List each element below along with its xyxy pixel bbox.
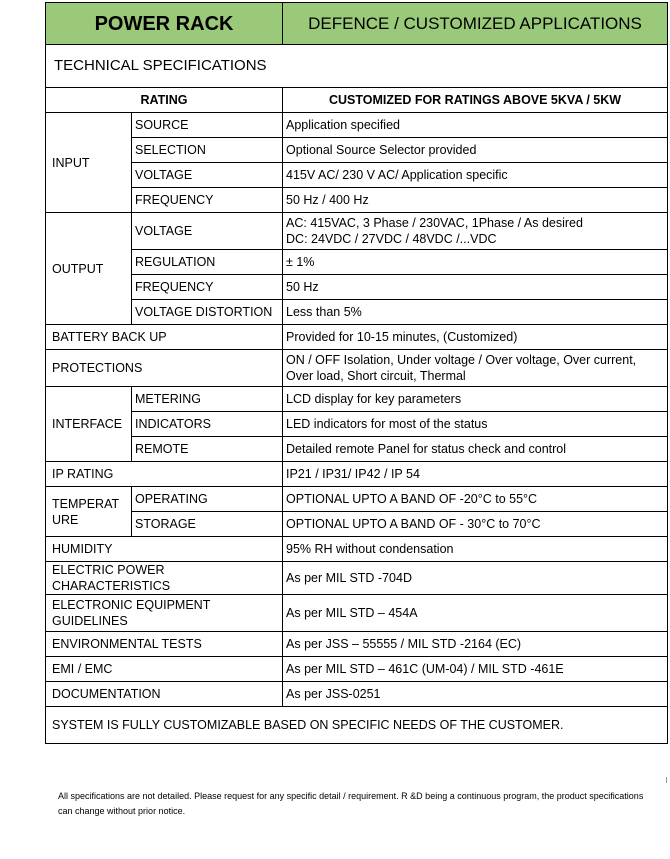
param-label: INDICATORS [132,412,283,437]
emi-value: As per MIL STD – 461C (UM-04) / MIL STD -461E [283,657,668,682]
table-row [46,512,668,537]
electronic-equipment-label [46,595,283,632]
battery-label: BATTERY BACK UP [46,325,283,350]
environmental-label: ENVIRONMENTAL TESTS [46,632,283,657]
humidity-label: HUMIDITY [46,537,283,562]
param-value: LED indicators for most of the status [283,412,668,437]
electric-power-label: ELECTRIC POWER CHARACTERISTICS [46,562,283,595]
table-row [46,682,668,707]
param-value: Less than 5% [283,300,668,325]
product-subtitle: DEFENCE / CUSTOMIZED APPLICATIONS [283,3,668,45]
protections-line-1: ON / OFF Isolation, Under voltage / Over voltage, Over current, [286,353,637,367]
output-voltage-dc: DC: 24VDC / 27VDC / 48VDC /...VDC [286,232,497,246]
section-title: TECHNICAL SPECIFICATIONS [46,45,668,88]
electronic-equipment-value: As per MIL STD – 454A [283,595,668,632]
section-row [46,45,668,88]
table-row [46,188,668,213]
electric-power-value: As per MIL STD -704D [283,562,668,595]
param-label: VOLTAGE [132,163,283,188]
documentation-label: DOCUMENTATION [46,682,283,707]
param-label: REGULATION [132,250,283,275]
param-value: ± 1% [283,250,668,275]
temperature-label-line-2: URE [52,512,79,527]
table-row [46,250,668,275]
protections-value [283,350,668,387]
spec-table [45,2,668,744]
table-row [46,595,668,632]
customizable-note: SYSTEM IS FULLY CUSTOMIZABLE BASED ON SPECIFIC NEEDS OF THE CUSTOMER. [46,707,668,744]
param-label: SELECTION [132,138,283,163]
table-row [46,138,668,163]
param-label: REMOTE [132,437,283,462]
param-value: Detailed remote Panel for status check and control [283,437,668,462]
custom-header: CUSTOMIZED FOR RATINGS ABOVE 5KVA / 5KW [283,88,668,113]
ip-rating-label: IP RATING [46,462,283,487]
table-row [46,657,668,682]
protections-label: PROTECTIONS [46,350,283,387]
param-label: VOLTAGE [132,213,283,250]
param-label: FREQUENCY [132,188,283,213]
param-label: STORAGE [132,512,283,537]
param-value: Application specified [283,113,668,138]
table-row [46,487,668,512]
emi-label: EMI / EMC [46,657,283,682]
param-label: VOLTAGE DISTORTION [132,300,283,325]
environmental-value: As per JSS – 55555 / MIL STD -2164 (EC) [283,632,668,657]
documentation-value: As per JSS-0251 [283,682,668,707]
param-label: OPERATING [132,487,283,512]
rating-header: RATING [46,88,283,113]
product-title: POWER RACK [46,3,283,45]
table-row [46,707,668,744]
electronic-equipment-label-line-2: GUIDELINES [52,614,128,628]
protections-line-2: Over load, Short circuit, Thermal [286,369,466,383]
interface-label: INTERFACE [46,387,132,462]
temperature-label-line-1: TEMPERAT [52,496,120,511]
param-value [283,213,668,250]
table-row [46,387,668,412]
param-value: OPTIONAL UPTO A BAND OF - 30°C to 70°C [283,512,668,537]
table-row [46,275,668,300]
param-value: 415V AC/ 230 V AC/ Application specific [283,163,668,188]
table-row [46,412,668,437]
table-row [46,632,668,657]
table-row [46,350,668,387]
output-voltage-ac: AC: 415VAC, 3 Phase / 230VAC, 1Phase / As desired [286,216,583,230]
column-header-row [46,88,668,113]
param-value: OPTIONAL UPTO A BAND OF -20°C to 55°C [283,487,668,512]
param-value: 50 Hz [283,275,668,300]
input-label: INPUT [46,113,132,213]
table-row [46,437,668,462]
ip-rating-value: IP21 / IP31/ IP42 / IP 54 [283,462,668,487]
param-value: Optional Source Selector provided [283,138,668,163]
table-row [46,213,668,250]
battery-value: Provided for 10-15 minutes, (Customized) [283,325,668,350]
table-row [46,562,668,595]
table-row [46,462,668,487]
param-label: METERING [132,387,283,412]
param-label: SOURCE [132,113,283,138]
temperature-label [46,487,132,537]
param-value: LCD display for key parameters [283,387,668,412]
table-row [46,300,668,325]
param-value: 50 Hz / 400 Hz [283,188,668,213]
table-row [46,537,668,562]
humidity-value: 95% RH without condensation [283,537,668,562]
electronic-equipment-label-line-1: ELECTRONIC EQUIPMENT [52,598,211,612]
table-row [46,113,668,138]
header-row [46,3,668,45]
divider [666,777,667,783]
param-label: FREQUENCY [132,275,283,300]
disclaimer-note: All specifications are not detailed. Please request for any specific detail / requirement. R &D being a continuous program, the product specifications can change without prior notice. [58,791,644,816]
output-label: OUTPUT [46,213,132,325]
table-row [46,325,668,350]
table-row [46,163,668,188]
